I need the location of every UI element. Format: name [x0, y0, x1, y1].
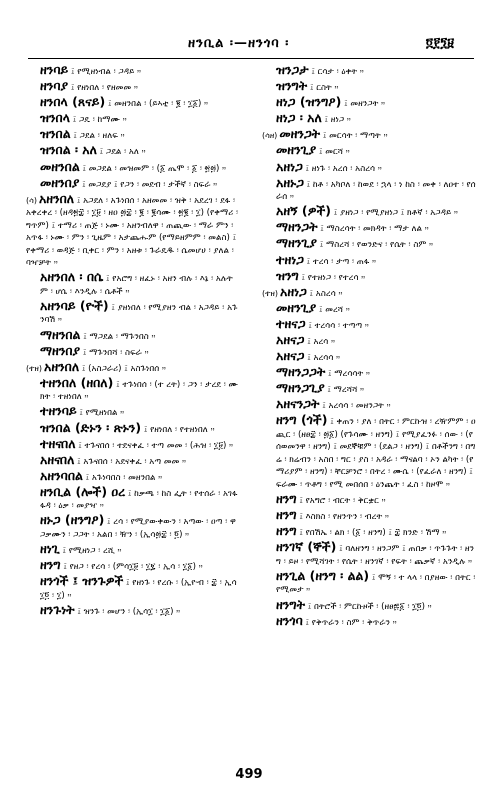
entry-definition: ፤ ማጋደል ፡ ማጉንበስ ። [83, 331, 156, 342]
dictionary-entry [26, 543, 240, 558]
dictionary-entry [26, 297, 240, 327]
dictionary-entry [262, 398, 476, 413]
entry-definition: ፤ የሚዘነበል ። [79, 408, 125, 419]
entry-headword: አዘነጋ [276, 158, 303, 174]
entry-definition: ፤ ማረሳሳት ። [328, 369, 370, 380]
entry-headword: ዘነጋ (ዝንግዖ) [276, 94, 342, 110]
entry-definition: ፤ መጋደያ ፤ የጋን ፡ መደብ ፡ ታችኛ ፡ ስፍራ ። [82, 179, 218, 190]
entry-definition: ፤ በትሮች ፡ ምርኩዞች ፡ (ዘፀ፷፩ ፡ ፲፬) ። [307, 601, 432, 612]
entry-definition: ፤ ከቃጫ ፡ ከስ ፌት ፡ የተሰራ ፡ አገፋፋዳ ፡ ዕቃ ፡ መያዣ ። [40, 488, 238, 512]
entry-headword: ዘንበላ (ጸናይ) [40, 94, 106, 110]
entry-definition: ፤ ማጉንበሻ ፡ ስፍራ ። [82, 347, 149, 358]
entry-definition: ፤ ማረሻሻ ። [327, 385, 365, 396]
dictionary-entry [26, 271, 240, 298]
entry-headword: መዘንጋት [279, 126, 321, 142]
entry-definition: ፤ ማስረሻ ፡ የወንድና ፡ የሴት ፡ ስም ። [319, 240, 434, 251]
dictionary-entry [26, 601, 240, 619]
entry-definition: ፤ ተጉናበሰ ፡ ተደናቀፈ ፡ ተጣ መመ ፡ (ሕዝ ፡ ፲፱) ። [78, 440, 234, 451]
entry-definition: ፤ የሚዘነብል ፡ ጋዳይ ። [70, 67, 142, 77]
dictionary-entry [262, 334, 476, 349]
dictionary-entry [26, 80, 240, 95]
dictionary-entry [262, 283, 476, 301]
entry-headword: ዝንበላ [40, 110, 70, 126]
dictionary-entry [26, 96, 240, 111]
entry-headword: ማዘንጊያ [276, 235, 317, 251]
dictionary-entry [262, 509, 476, 524]
entry-definition: ፤ የዘነበለ ፡ የዘመመ ። [70, 83, 138, 94]
entry-definition: ፤ አረሳ ። [307, 337, 336, 347]
running-header [0, 34, 498, 56]
entry-headword: ዘንገኛ (ኞች) [276, 539, 337, 555]
entry-headword: ዘንባይ [40, 62, 69, 77]
entry-headword: ዘንግ [276, 523, 297, 539]
dictionary-entry [26, 435, 240, 453]
dictionary-entry [26, 451, 240, 469]
dictionary-entry [26, 190, 240, 270]
entry-headword: ዝንግ [276, 267, 299, 283]
dictionary-entry [26, 174, 240, 192]
entry-headword: ዘንግ (ጎች) [276, 412, 328, 428]
dictionary-entry [26, 358, 240, 376]
entry-marker: (ተዘ) [26, 363, 42, 373]
entry-marker: (ሳ) [26, 195, 37, 205]
entry-definition: ፤ ቀጠን ፡ ያለ ፡ በትር ፡ ምርኩዝ ፡ ረዥምም ፡ ዐጪር ፡ (ዘፀ፰ ፡ ፴፩) (የጉሳሙ ፡ ዘንግ) ፤ የሚያፈንፉ ፡ ሰው ፡ (የሰወመንዋ ፡ ዘንግ) ፤ መደኞቹም ፡ (ደልጋ ፡ ዘንግ) ፤ በቶችንግ ፡ በግሬ ፡ ክሬብን ፡ አስበ ፡ ግር ፡ ያስ ፡ አዳራ ፡ ማናልባ ፡ ኦን ልካት ፡ (የማሪያም ፡ ዘንግ) ፡ ቸርቻንሮ ፡ በትረ ፡ ሙሴ ፡ (የፈራለ ፡ ዘንግ) ፤ ፍራሙ ፡ ጥቶግ ፡ የሚ መበሰበ ፡ ዕንጨት ፡ ፈስ ፡ ከዞሞ ። [276, 417, 476, 490]
dictionary-entry [26, 514, 240, 541]
entry-headword: ዘንጎባ [276, 612, 303, 628]
entry-headword: አዘናጋ [276, 332, 305, 347]
dictionary-entry [262, 315, 476, 333]
entry-headword: አዘንባበል [40, 467, 83, 483]
entry-headword: መዘንበያ [40, 174, 80, 190]
dictionary-entry [262, 205, 476, 220]
dictionary-entry [26, 64, 240, 79]
entry-definition: ፤ አጉናበሰ ፡ አደናቀፈ ፡ አጣ መመ ። [77, 456, 187, 467]
entry-definition: ፤ (አስጋራሪ) ፤ አስጉነበሰ ። [81, 363, 167, 374]
dictionary-entry [262, 382, 476, 397]
entry-headword: ዘንግ [276, 507, 297, 523]
entry-definition: ፤ ርስት ። [309, 83, 339, 94]
entry-headword: ማዘንጋት [276, 219, 318, 235]
dictionary-entry [262, 299, 476, 317]
entry-headword: መዘንጊያ [276, 142, 317, 158]
entry-definition: ፤ ከቶ ፡ አካቦለ ፡ ከወደ ፡ ኋላ ፡ ነ ከስ ፡ መቀ ፡ ለዐተ ፡ የሰራሰ ። [276, 179, 476, 203]
entry-definition: ፤ ዘነጉ ፡ አረሰ ፡ አስረሳ ። [305, 163, 382, 174]
entry-definition: ፤ የዘጋ ፡ የረሳ ፡ (ምሳ፲፱ ፡ ፲፯ ፡ ኢሳ ፡ ፲፩) ። [63, 562, 203, 573]
left-column [26, 64, 240, 620]
entry-headword: ዘንቢል (ሎች) ዐረ [40, 483, 126, 499]
dictionary-entry [262, 158, 476, 176]
entry-definition: ፤ ጋዴ ፡ ከማሙ ። [72, 115, 127, 126]
entry-headword: ዝንጋታ [276, 62, 309, 77]
right-column [262, 64, 476, 631]
entry-headword: ዘንግ [40, 557, 61, 573]
entry-definition: ፤ ዝንጉ ፡ መሆን ፡ (ኢሳ፲ ፡ ፲፩) ። [77, 606, 181, 617]
entry-definition: ፤ ርሳታ ፡ ዕቀት ። [311, 67, 364, 77]
dictionary-entry [26, 559, 240, 574]
entry-headword: ተዘንበለ (ዘበለ) [40, 374, 114, 390]
entry-headword: ተዘናበለ [40, 435, 76, 451]
entry-definition: ፤ ዘነጋ ። [324, 115, 351, 126]
dictionary-entry [262, 525, 476, 540]
dictionary-entry [262, 251, 476, 269]
entry-headword: ዘነጋ ፡ አለ [276, 110, 322, 126]
dictionary-entry [262, 493, 476, 508]
dictionary-entry [26, 112, 240, 127]
entry-definition: ፤ መዘንበል ፡ (ይኣቲ ፡ ፪ ፡ ፲፩) ። [107, 99, 209, 110]
entry-definition: ፤ መዘንጋት ። [344, 99, 386, 110]
dictionary-entry [262, 541, 476, 568]
entry-definition: ፤ ጋደል ፡ ዘለፍ ። [73, 131, 125, 142]
entry-headword: አዘንበለ [44, 358, 80, 374]
dictionary-entry [26, 128, 240, 143]
dictionary-entry [262, 414, 476, 491]
entry-headword: አዘናበለ [40, 451, 75, 467]
entry-definition: ፤ የበሽኤ ፡ ልክ ፡ (፩ ፡ ዘንግ) ፤ ፰ ክንድ ፡ ሽማ ። [299, 528, 447, 539]
entry-headword: አዘንባይ (ዮች) [40, 297, 109, 313]
entry-definition: ፤ የዘነበለ ፡ የተዘነበለ ። [143, 424, 215, 435]
dictionary-entry [26, 144, 240, 159]
entry-definition: ፤ ተረሳ ፡ ታጣ ፡ ጠፋ ። [306, 256, 377, 267]
dictionary-entry [26, 575, 240, 602]
entry-headword: አዘናንጋት [276, 396, 320, 412]
entry-headword: ማዘንበል [40, 326, 81, 342]
entry-definition: ፤ የአግሮ ፡ ብርት ፡ ቅርቋር ። [299, 496, 386, 507]
dictionary-entry [26, 158, 240, 176]
dictionary-entry [262, 64, 476, 79]
page-number-footer: 499 [235, 767, 263, 782]
entry-definition: ፤ የቅጥራን ፡ ስም ፡ ቅጥራን ። [305, 617, 397, 628]
dictionary-entry [262, 80, 476, 95]
header-title: ዘንቢል ፡—ዘንጎባ ፡ [188, 36, 290, 51]
entry-headword: ዘንግት [276, 596, 306, 612]
entry-headword: ተዘነጋ [276, 251, 304, 267]
entry-definition: ፤ የተዘነጋ ፡ የተረሳ ። [301, 272, 366, 283]
dictionary-entry [262, 144, 476, 159]
dictionary-entry [26, 467, 240, 485]
dictionary-entry [262, 596, 476, 614]
dictionary-entry [26, 419, 240, 437]
entry-headword: ዘንጊል (ዘንግ ፡ ልል) [276, 567, 370, 583]
dictionary-entry [26, 405, 240, 420]
entry-headword: ዘኑጋ (ዘንግዖ) [40, 512, 105, 528]
entry-headword: ዘንግ [276, 491, 297, 507]
entry-headword: አዘንበለ [38, 190, 75, 206]
entry-definition: ፤ ጋደል ፡ አለ ። [99, 147, 146, 158]
entry-headword: መዘንበል [40, 158, 80, 174]
entry-headword: ተዘናጋ [276, 315, 306, 331]
entry-definition: ፤ አጋደለ ፡ አጉነበሰ ፡ አዘመመ ፡ ዝቅ ፡ አደረገ ፡ ደፋ ፡ አቀረቀረ ፡ (ዘዳ፳፰ ፡ ፲፱ ፡ ዘዐ ፴፰ ፡ ፪ ፡ ፪ሳሙ ፡ ፳፪ ፡ ፲) (የቀማሪ ፡ ግጥም) ፤ ተማሪ ፡ ጠጅ ፡ ኑሙ ፡ አዘንብለዋ ፡ ጠጪው ፡ ማራ ምን ፡ አጥፋ ፡ ኑሙ ፡ ምን ፡ ጊዜም ፡ አታጨሑም (የማይዘምም ፡ መልስ) ፤ የቀማሪ ፡ ወዳጅ ፡ ቢቀር ፡ ምን ፡ አዘቱ ፡ ጉራዴዱ ፡ ሴመሆሀ ፡ ያለል ፡ ባዣቻት ። [26, 195, 239, 269]
entry-headword: ዘንጉነት [40, 601, 75, 617]
entry-headword: አዘነጋ [280, 283, 307, 299]
entry-definition: ፤ ተረሳሳ ፡ ተጣጣ ። [308, 320, 369, 331]
entry-definition: ፤ አስረሳ ። [309, 288, 343, 299]
dictionary-entry [26, 342, 240, 360]
entry-definition: ፤ መረሻ ። [318, 304, 350, 315]
entry-marker: (ሳዘ) [262, 131, 278, 141]
entry-headword: ተዘንባይ [40, 403, 77, 419]
entry-headword: አዘንበለ ፡ በሴ [40, 269, 104, 285]
entry-definition: ፤ ባለዘንግ ፡ ዘንጋም ፤ ጠበቃ ፡ ጥጉጉት ፡ ዘንግ ፡ ይዞ ፡ የሚሻገት ፡ የሴት ፡ ዘንገኛ ፡ የፍት ፡ ጨቃኛ ፡ አንዲሉ ። [276, 544, 475, 567]
entry-headword: ዝንግት [276, 78, 308, 94]
entry-definition: ፤ የሚዘነጋ ፡ ረሺ ። [62, 546, 122, 557]
dictionary-entry [262, 128, 476, 143]
entry-definition: ፤ አጉነባበስ ፡ መዘንበል ። [85, 472, 163, 483]
dictionary-entry [262, 612, 476, 630]
dictionary-entry [26, 374, 240, 404]
entry-headword: አዘኑጋ [276, 174, 304, 190]
entry-headword: ማዘንጋጊያ [276, 380, 325, 396]
header-page-number: ፬፻፺፱ [425, 36, 454, 51]
entry-headword: ዝንበል [40, 126, 71, 142]
entry-definition: ፤ ያዘነበለ ፡ የሚያዘን ብል ፡ አጋዳይ ፡ አጉንባሽ ። [40, 302, 238, 326]
dictionary-entry [262, 174, 476, 204]
entry-definition: ፤ ረሳ ፡ የሚያውቀውን ፡ አጣው ፡ ዐጣ ፡ ዋጋቃሙን ፡ ጋጋት ፡ አልበ ፡ ዥን ፡ (ኢሳ፴፰ ፡ ፬) ። [40, 517, 236, 540]
entry-definition: ፤ ሞኝ ፡ ተ ላላ ፡ በያዘው ፡ በትር ፡ የሚመታ ። [276, 572, 476, 596]
entry-headword: ዝንበል ፡ አለ [40, 142, 97, 158]
entry-definition: ፤ መጋደል ፡ መዝመም ፡ (፩ ጤሞ ፡ ፩ ፡ ፳፴) ። [82, 163, 227, 174]
dictionary-entry [262, 267, 476, 285]
entry-marker: (ተዘ) [262, 288, 278, 298]
entry-definition: ፤ ያዘነጋ ፡ የሚያዘነጋ ፤ ክቶኛ ፡ አጋዳይ ። [333, 208, 458, 219]
entry-headword: አዘኝ (ዎች) [276, 203, 332, 219]
entry-headword: ዘነጊ [40, 541, 60, 557]
dictionary-entry [262, 567, 476, 597]
entry-definition: ፤ የአሮግ ፡ ዘፈኑ ፡ አዘን ብሉ ፡ እኔ ፡ አሉትም ፡ ሆሴ ፡ እንዲሉ ፡ ሴቶች ። [40, 274, 233, 297]
dictionary-entry [262, 350, 476, 365]
entry-definition: ፤ መርሻ ። [318, 147, 350, 158]
dictionary-entry [26, 326, 240, 344]
entry-headword: ማዘንበያ [40, 342, 81, 358]
header-rule [28, 58, 474, 59]
entry-definition: ፤ የዘነጉ ፡ የረሱ ፡ (ኢዮብ ፡ ፰ ፡ ኢሳ፲፬ ፡ ፲) ። [40, 578, 237, 601]
entry-definition: ፤ ማስረሳት ፡ መክዳት ፡ ማታ ለል ። [320, 224, 429, 235]
entry-definition: ፤ አረሳሳ ። [307, 353, 341, 364]
entry-definition: ፤ መርሳት ፡ ማጣት ። [322, 131, 388, 142]
entry-definition: ፤ አረሳሳ ፡ መዘንጋት ። [322, 401, 391, 412]
dictionary-entry [26, 483, 240, 513]
entry-headword: መዘንጊያ [276, 299, 317, 315]
entry-headword: ዝንበል (ድኑን ፡ ጽኑን) [40, 419, 142, 435]
entry-headword: ዘንባያ [40, 78, 69, 94]
dictionary-entry [262, 221, 476, 236]
entry-headword: አዘናጋ [276, 348, 305, 364]
dictionary-entry [262, 366, 476, 381]
dictionary-entry [262, 112, 476, 127]
entry-definition: ፤ ተጉነበሰ ፡ (ተ ረት) ፡ ጋን ፡ ታረደ ፡ ሙክት ፡ ተዘነበለ ። [40, 379, 238, 403]
entry-definition: ፤ እስክስ ፡ የዘንጥን ፡ ብረት ። [299, 512, 389, 523]
dictionary-entry [262, 96, 476, 111]
entry-headword: ማዘንጋጋት [276, 364, 326, 380]
entry-headword: ዘንጎች ፤ ዝንጉዎች [40, 573, 124, 589]
dictionary-entry [262, 237, 476, 252]
